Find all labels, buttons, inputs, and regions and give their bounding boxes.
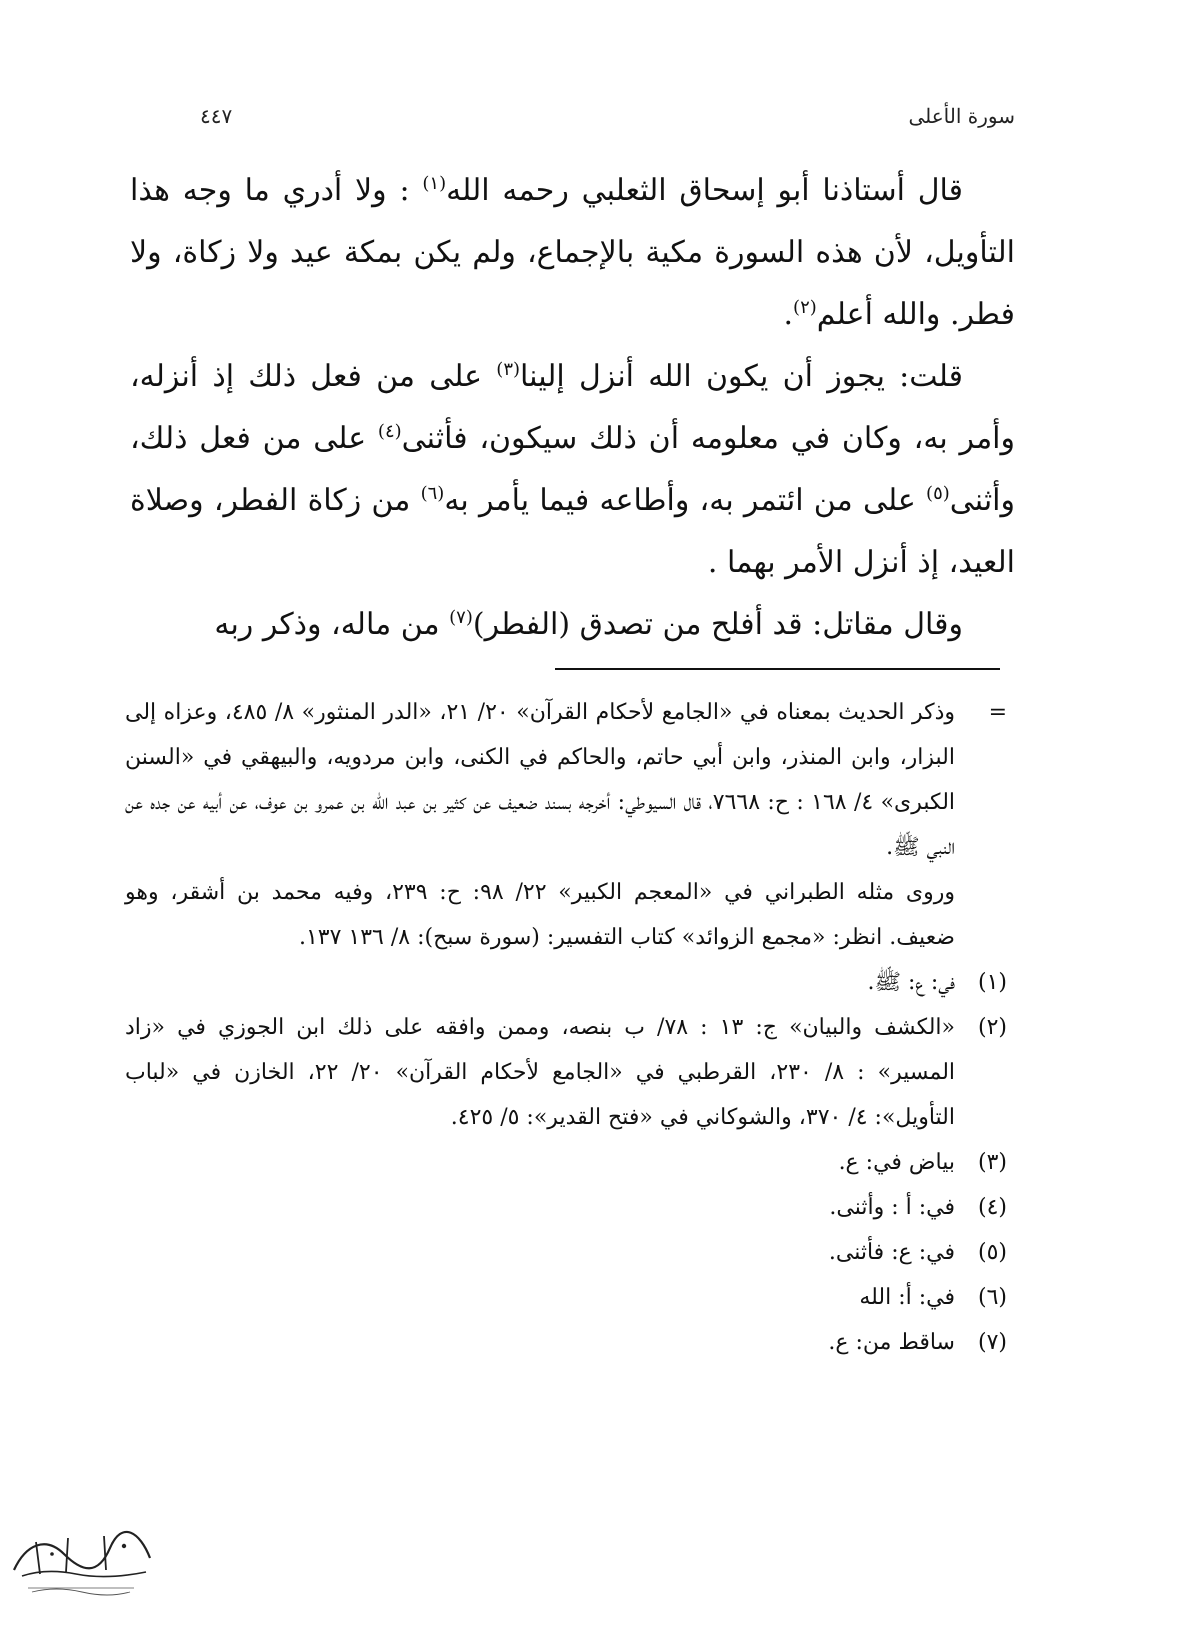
running-head — [200, 88, 1015, 128]
footnote-ref-1: (١) — [422, 173, 447, 194]
footnote-text: بياض في: ع. — [838, 1150, 955, 1175]
footnote-6 — [125, 1275, 1007, 1320]
continuation-paragraph-2: وروى مثله الطبراني في «المعجم الكبير» ٢٢/ ٩٨: ح: ٢٣٩، وفيه محمد بن أشقر، وهو ضعيف. انظر: «مجمع الزوائد» كتاب التفسير: (سورة سبح): ٨/ ١٣٦ ١٣٧. — [125, 880, 955, 950]
continuation-paragraph-1: وذكر الحديث بمعناه في «الجامع لأحكام القرآن» ٢٠/ ٢١، «الدر المنثور» ٨/ ٤٨٥، وعزاه إلى البزار، وابن المنذر، وابن أبي حاتم، والحاكم في الكنى، وابن مردويه، والبيهقي في «السنن الكبرى» ٤/ ١٦٨ : ح: ٧٦٦٨، قال السيوطي: أخرجه بسند ضعيف عن كثير بن عبد الله بن عمرو بن عوف، عن أبيه عن جده عن النبي ﷺ. — [125, 700, 956, 860]
footnote-text: في: أ : وأثنى. — [829, 1195, 955, 1220]
footnote-ref-6: (٦) — [420, 483, 445, 504]
paragraph-1: قال أستاذنا أبو إسحاق الثعلبي رحمه الله$^{(١)}$ : ولا أدري ما وجه هذا التأويل، لأن هذه السورة مكية بالإجماع، ولم يكن بمكة عيد ولا زكاة، ولا فطر. والله أعلم$^{(٢)}$. — [130, 173, 1015, 332]
surah-title: سورة الأعلى — [908, 104, 1015, 128]
paragraph-3: وقال مقاتل: قد أفلح من تصدق (الفطر)$^{(٧)}$ من ماله، وذكر ربه — [214, 607, 963, 642]
footnote-4 — [125, 1185, 1007, 1230]
footnote-number: (٧) — [977, 1330, 1007, 1355]
footnote-number: (٢) — [977, 1015, 1007, 1040]
library-stamp-logo — [6, 1524, 156, 1598]
footnote-text: في: ع: فأثنى. — [828, 1240, 955, 1265]
footnote-3 — [125, 1140, 1007, 1185]
footnotes — [125, 690, 1007, 1365]
footnote-number: (٦) — [977, 1285, 1007, 1310]
footnote-text: في: أ: الله — [859, 1285, 955, 1310]
footnote-ref-4: (٤) — [377, 421, 402, 442]
footnote-text: ساقط من: ع. — [828, 1330, 955, 1355]
main-text — [130, 160, 1015, 656]
footnote-2 — [125, 1005, 1007, 1140]
footnote-number: (١) — [977, 970, 1007, 995]
footnote-number: (٥) — [977, 1240, 1007, 1265]
footnote-1 — [125, 960, 1007, 1005]
footnote-ref-5: (٥) — [926, 483, 950, 504]
footnote-number: (٣) — [977, 1150, 1007, 1175]
paragraph-2: قلت: يجوز أن يكون الله أنزل إلينا$^{(٣)}$ على من فعل ذلك إذ أنزله، وأمر به، وكان في معلومه أن ذلك سيكون، فأثنى$^{(٤)}$ على من فعل ذلك، وأثنى$^{(٥)}$ على من ائتمر به، وأطاعه فيما يأمر به$^{(٦)}$ من زكاة الفطر، وصلاة العيد، إذ أنزل الأمر بهما . — [130, 359, 1015, 580]
footnote-text: «الكشف والبيان» ج: ١٣ : ٧٨/ ب بنصه، وممن وافقه على ذلك ابن الجوزي في «زاد المسير» : ٨/ ٢٣٠، القرطبي في «الجامع لأحكام القرآن» ٢٠/ ٢٢، الخازن في «لباب التأويل»: ٤/ ٣٧٠، والشوكاني في «فتح القدير»: ٥/ ٤٢٥. — [125, 1015, 956, 1130]
page-number: ٤٤٧ — [200, 104, 233, 128]
footnote-5 — [125, 1230, 1007, 1275]
footnote-7 — [125, 1320, 1007, 1365]
footnote-number: (٤) — [977, 1195, 1007, 1220]
footnote-ref-3: (٣) — [496, 359, 521, 380]
footnote-ref-2: (٢) — [793, 297, 817, 318]
continuation-marker: = — [988, 700, 1007, 725]
footnote-ref-7: (٧) — [449, 607, 473, 628]
footnote-continuation — [125, 690, 1007, 960]
footnote-text: في: ع: ﷺ. — [867, 970, 955, 995]
footnote-divider — [555, 668, 1000, 670]
